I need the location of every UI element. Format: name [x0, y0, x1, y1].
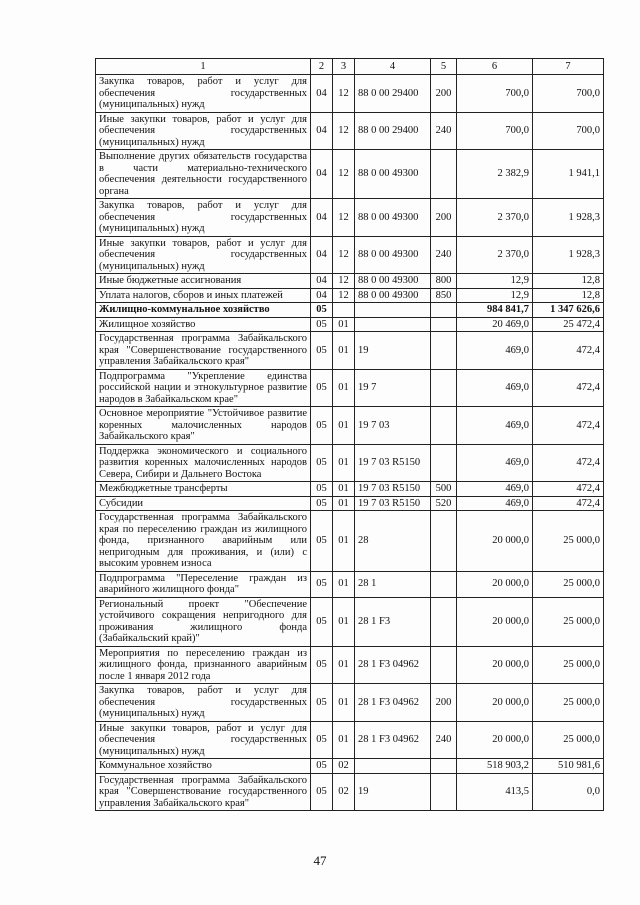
table-row: [96, 511, 604, 572]
subsection-code: 01: [333, 496, 355, 511]
amount-year-2: 25 000,0: [533, 571, 604, 597]
table-row: [96, 199, 604, 237]
amount-year-1: 20 000,0: [457, 684, 533, 722]
amount-year-2: 472,4: [533, 496, 604, 511]
expense-type-code: [431, 150, 457, 199]
subsection-code: 01: [333, 332, 355, 370]
amount-year-1: 2 382,9: [457, 150, 533, 199]
subsection-code: 01: [333, 511, 355, 572]
table-row: [96, 150, 604, 199]
row-name: Региональный проект "Обеспечение устойчивого сокращения непригодного для проживания жилищного фонда (Забайкальский край)": [96, 597, 311, 646]
expense-type-code: [431, 759, 457, 774]
target-article-code: 88 0 00 49300: [355, 288, 431, 303]
amount-year-2: 1 347 626,6: [533, 303, 604, 318]
table-row: [96, 274, 604, 289]
target-article-code: 19 7: [355, 369, 431, 407]
row-name: Государственная программа Забайкальского края "Совершенствование государственного управления Забайкальского края": [96, 332, 311, 370]
column-number: 5: [431, 59, 457, 75]
row-name: Основное мероприятие "Устойчивое развитие коренных малочисленных народов Забайкальского края": [96, 407, 311, 445]
row-name: Коммунальное хозяйство: [96, 759, 311, 774]
row-name: Жилищно-коммунальное хозяйство: [96, 303, 311, 318]
amount-year-2: 472,4: [533, 332, 604, 370]
row-name: Поддержка экономического и социального развития коренных малочисленных народов Севера, Сибири и Дальнего Востока: [96, 444, 311, 482]
amount-year-1: 20 000,0: [457, 597, 533, 646]
section-code: 05: [311, 496, 333, 511]
expense-type-code: 240: [431, 236, 457, 274]
amount-year-1: 469,0: [457, 496, 533, 511]
subsection-code: 01: [333, 684, 355, 722]
row-name: Закупка товаров, работ и услуг для обеспечения государственных (муниципальных) нужд: [96, 75, 311, 113]
table-row: [96, 407, 604, 445]
subsection-code: 12: [333, 150, 355, 199]
amount-year-1: 518 903,2: [457, 759, 533, 774]
table-row: [96, 317, 604, 332]
table-body: [96, 59, 604, 811]
row-name: Жилищное хозяйство: [96, 317, 311, 332]
amount-year-2: 700,0: [533, 112, 604, 150]
row-name: Подпрограмма "Переселение граждан из аварийного жилищного фонда": [96, 571, 311, 597]
amount-year-2: 510 981,6: [533, 759, 604, 774]
expense-type-code: [431, 332, 457, 370]
subsection-code: 12: [333, 274, 355, 289]
amount-year-1: 469,0: [457, 444, 533, 482]
subsection-code: 01: [333, 721, 355, 759]
target-article-code: 19: [355, 332, 431, 370]
column-number: 6: [457, 59, 533, 75]
table-row: [96, 571, 604, 597]
amount-year-2: 12,8: [533, 288, 604, 303]
section-code: 05: [311, 482, 333, 497]
target-article-code: 28 1 F3 04962: [355, 646, 431, 684]
amount-year-2: 472,4: [533, 369, 604, 407]
target-article-code: 28 1: [355, 571, 431, 597]
table-row: [96, 759, 604, 774]
expense-type-code: 240: [431, 112, 457, 150]
target-article-code: 19 7 03: [355, 407, 431, 445]
target-article-code: [355, 303, 431, 318]
expense-type-code: [431, 369, 457, 407]
amount-year-2: 25 000,0: [533, 511, 604, 572]
expense-type-code: [431, 511, 457, 572]
target-article-code: [355, 759, 431, 774]
column-number: 4: [355, 59, 431, 75]
subsection-code: 02: [333, 759, 355, 774]
amount-year-2: 25 000,0: [533, 646, 604, 684]
expense-type-code: 500: [431, 482, 457, 497]
table-row: [96, 496, 604, 511]
row-name: Мероприятия по переселению граждан из жилищного фонда, признанного аварийным после 1 января 2012 года: [96, 646, 311, 684]
subsection-code: 01: [333, 571, 355, 597]
row-name: Иные закупки товаров, работ и услуг для обеспечения государственных (муниципальных) нужд: [96, 721, 311, 759]
amount-year-1: 20 000,0: [457, 511, 533, 572]
subsection-code: 01: [333, 597, 355, 646]
subsection-code: 02: [333, 773, 355, 811]
subsection-code: 01: [333, 317, 355, 332]
subsection-code: 01: [333, 444, 355, 482]
row-name: Иные закупки товаров, работ и услуг для обеспечения государственных (муниципальных) нужд: [96, 236, 311, 274]
subsection-code: 12: [333, 288, 355, 303]
amount-year-2: 700,0: [533, 75, 604, 113]
section-code: 05: [311, 332, 333, 370]
expense-type-code: [431, 407, 457, 445]
target-article-code: 88 0 00 29400: [355, 112, 431, 150]
section-code: 05: [311, 369, 333, 407]
table-row: [96, 236, 604, 274]
section-code: 04: [311, 75, 333, 113]
subsection-code: 01: [333, 482, 355, 497]
table-row: [96, 482, 604, 497]
table-row: [96, 646, 604, 684]
amount-year-1: 469,0: [457, 407, 533, 445]
subsection-code: 12: [333, 236, 355, 274]
amount-year-2: 472,4: [533, 482, 604, 497]
row-name: Выполнение других обязательств государства в части материально-технического обеспечения деятельности государственного органа: [96, 150, 311, 199]
table-row: [96, 332, 604, 370]
target-article-code: 88 0 00 29400: [355, 75, 431, 113]
amount-year-1: 2 370,0: [457, 199, 533, 237]
target-article-code: 88 0 00 49300: [355, 236, 431, 274]
target-article-code: 19 7 03 R5150: [355, 444, 431, 482]
table-row: [96, 684, 604, 722]
row-name: Государственная программа Забайкальского края по переселению граждан из жилищного фонда, признанного аварийным или непригодным для проживания, и (или) с высоким уровнем износа: [96, 511, 311, 572]
amount-year-1: 469,0: [457, 369, 533, 407]
section-code: 05: [311, 721, 333, 759]
column-number: 2: [311, 59, 333, 75]
table-row: [96, 721, 604, 759]
section-code: 05: [311, 597, 333, 646]
row-name: Государственная программа Забайкальского края "Совершенствование государственного управления Забайкальского края": [96, 773, 311, 811]
expense-type-code: [431, 646, 457, 684]
amount-year-1: 20 469,0: [457, 317, 533, 332]
section-code: 04: [311, 199, 333, 237]
budget-table: [95, 58, 604, 811]
subsection-code: 01: [333, 369, 355, 407]
section-code: 05: [311, 407, 333, 445]
section-code: 04: [311, 150, 333, 199]
subsection-code: 12: [333, 199, 355, 237]
amount-year-1: 20 000,0: [457, 571, 533, 597]
section-code: 05: [311, 684, 333, 722]
amount-year-2: 25 000,0: [533, 597, 604, 646]
table-row: [96, 303, 604, 318]
expense-type-code: 240: [431, 721, 457, 759]
expense-type-code: 200: [431, 75, 457, 113]
target-article-code: 28 1 F3: [355, 597, 431, 646]
subsection-code: 01: [333, 646, 355, 684]
amount-year-2: 472,4: [533, 444, 604, 482]
column-number: 7: [533, 59, 604, 75]
column-number: 3: [333, 59, 355, 75]
table-row: [96, 773, 604, 811]
expense-type-code: [431, 773, 457, 811]
target-article-code: 19 7 03 R5150: [355, 482, 431, 497]
amount-year-1: 469,0: [457, 482, 533, 497]
section-code: 05: [311, 571, 333, 597]
row-name: Межбюджетные трансферты: [96, 482, 311, 497]
amount-year-2: 0,0: [533, 773, 604, 811]
target-article-code: 88 0 00 49300: [355, 274, 431, 289]
amount-year-2: 25 472,4: [533, 317, 604, 332]
row-name: Иные закупки товаров, работ и услуг для обеспечения государственных (муниципальных) нужд: [96, 112, 311, 150]
table-row: [96, 597, 604, 646]
expense-type-code: 520: [431, 496, 457, 511]
amount-year-2: 1 941,1: [533, 150, 604, 199]
expense-type-code: [431, 444, 457, 482]
expense-type-code: [431, 317, 457, 332]
table-row: [96, 75, 604, 113]
row-name: Подпрограмма "Укрепление единства российской нации и этнокультурное развитие народов в Забайкальском крае": [96, 369, 311, 407]
table-row: [96, 369, 604, 407]
subsection-code: 01: [333, 407, 355, 445]
page-number: 47: [313, 853, 327, 868]
target-article-code: 28: [355, 511, 431, 572]
section-code: 05: [311, 317, 333, 332]
amount-year-1: 469,0: [457, 332, 533, 370]
section-code: 04: [311, 288, 333, 303]
target-article-code: [355, 317, 431, 332]
column-number: 1: [96, 59, 311, 75]
amount-year-1: 2 370,0: [457, 236, 533, 274]
target-article-code: 19 7 03 R5150: [355, 496, 431, 511]
section-code: 04: [311, 112, 333, 150]
subsection-code: 12: [333, 112, 355, 150]
row-name: Уплата налогов, сборов и иных платежей: [96, 288, 311, 303]
section-code: 04: [311, 274, 333, 289]
section-code: 05: [311, 773, 333, 811]
section-code: 05: [311, 759, 333, 774]
amount-year-2: 25 000,0: [533, 684, 604, 722]
expense-type-code: 200: [431, 199, 457, 237]
section-code: 05: [311, 444, 333, 482]
amount-year-1: 12,9: [457, 274, 533, 289]
amount-year-1: 700,0: [457, 112, 533, 150]
amount-year-2: 472,4: [533, 407, 604, 445]
table-row: [96, 288, 604, 303]
table-row: [96, 112, 604, 150]
expense-type-code: [431, 597, 457, 646]
amount-year-2: 1 928,3: [533, 236, 604, 274]
target-article-code: 28 1 F3 04962: [355, 684, 431, 722]
amount-year-2: 1 928,3: [533, 199, 604, 237]
section-code: 05: [311, 511, 333, 572]
section-code: 05: [311, 303, 333, 318]
amount-year-2: 12,8: [533, 274, 604, 289]
target-article-code: 88 0 00 49300: [355, 199, 431, 237]
amount-year-1: 413,5: [457, 773, 533, 811]
amount-year-1: 20 000,0: [457, 646, 533, 684]
amount-year-2: 25 000,0: [533, 721, 604, 759]
row-name: Закупка товаров, работ и услуг для обеспечения государственных (муниципальных) нужд: [96, 684, 311, 722]
row-name: Субсидии: [96, 496, 311, 511]
section-code: 05: [311, 646, 333, 684]
row-name: Иные бюджетные ассигнования: [96, 274, 311, 289]
amount-year-1: 700,0: [457, 75, 533, 113]
target-article-code: 88 0 00 49300: [355, 150, 431, 199]
expense-type-code: [431, 571, 457, 597]
expense-type-code: 200: [431, 684, 457, 722]
section-code: 04: [311, 236, 333, 274]
expense-type-code: [431, 303, 457, 318]
expense-type-code: 850: [431, 288, 457, 303]
amount-year-1: 12,9: [457, 288, 533, 303]
target-article-code: 19: [355, 773, 431, 811]
target-article-code: 28 1 F3 04962: [355, 721, 431, 759]
amount-year-1: 20 000,0: [457, 721, 533, 759]
subsection-code: 12: [333, 75, 355, 113]
row-name: Закупка товаров, работ и услуг для обеспечения государственных (муниципальных) нужд: [96, 199, 311, 237]
amount-year-1: 984 841,7: [457, 303, 533, 318]
column-number-row: [96, 59, 604, 75]
expense-type-code: 800: [431, 274, 457, 289]
table-row: [96, 444, 604, 482]
subsection-code: [333, 303, 355, 318]
